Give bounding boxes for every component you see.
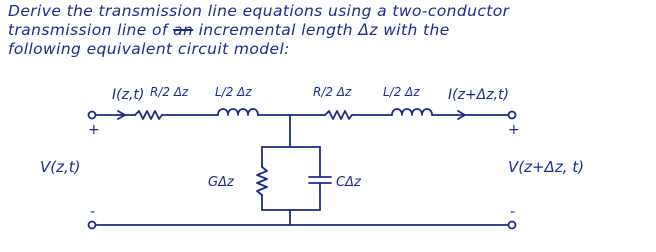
plus-sign-right: + (508, 122, 520, 138)
struck-word: an (173, 21, 194, 39)
resistor-left (135, 111, 162, 119)
label-inductance-left: L/2 Δz (215, 85, 252, 99)
label-conductance: GΔz (208, 175, 234, 190)
label-current-out: I(z+Δz,t) (448, 87, 509, 103)
terminal-bottom-right (509, 222, 516, 229)
terminal-bottom-left (89, 222, 96, 229)
prompt-line-3: following equivalent circuit model: (8, 40, 290, 58)
label-resistance-right: R/2 Δz (313, 85, 352, 99)
minus-sign-left: - (90, 204, 96, 220)
label-current-in: I(z,t) (112, 87, 145, 103)
label-inductance-right: L/2 Δz (383, 85, 420, 99)
resistor-right (325, 111, 352, 119)
label-capacitance: CΔz (336, 175, 361, 190)
terminal-top-left (89, 112, 96, 119)
label-resistance-left: R/2 Δz (150, 85, 189, 99)
label-voltage-out: V(z+Δz, t) (508, 158, 584, 176)
minus-sign-right: - (510, 204, 516, 220)
prompt-line-2-start: transmission line of (8, 21, 168, 39)
inductor-left (218, 109, 258, 115)
prompt-line-1: Derive the transmission line equations using a two-conductor (8, 2, 510, 20)
terminal-top-right (509, 112, 516, 119)
plus-sign-left: + (88, 122, 100, 138)
label-voltage-in: V(z,t) (40, 158, 81, 176)
conductance-zigzag (257, 167, 267, 195)
inductor-right (392, 109, 432, 115)
prompt-line-2-end: incremental length Δz with the (198, 21, 450, 39)
